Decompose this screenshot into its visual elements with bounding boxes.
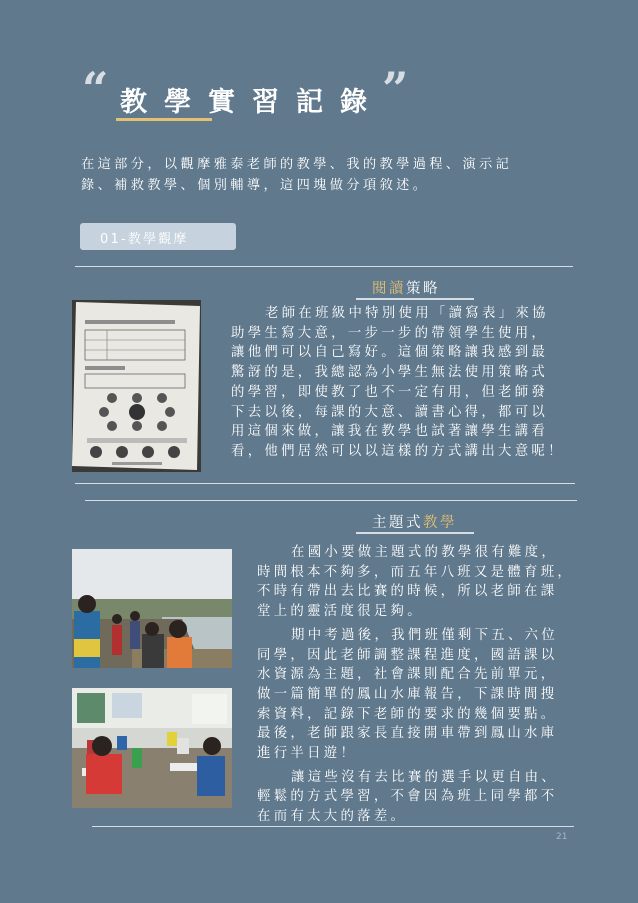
section-tag: [80, 223, 236, 250]
text-line: 索資料，記錄下老師的要求的幾個要點。: [257, 706, 558, 722]
text-line: 讓他們可以自己寫好。這個策略讓我感到最: [231, 345, 549, 361]
text-line: 最後，老師跟家長直接開車帶到鳳山水庫: [257, 726, 558, 742]
intro-line: 在這部分，以觀摩雅泰老師的教學、我的教學過程、演示記: [81, 157, 513, 172]
divider: [75, 266, 573, 267]
text-line: 驚訝的是，我總認為小學生無法使用策略式: [231, 365, 549, 381]
heading-highlight: 教學: [423, 515, 457, 531]
text-line: 讓這些沒有去比賽的選手以更自由、: [291, 769, 559, 785]
worksheet-photo: [72, 300, 201, 472]
divider: [85, 500, 577, 501]
section-tag-label: 01-教學觀摩: [100, 232, 189, 247]
intro-paragraph: [81, 154, 561, 196]
text-line: 輕鬆的方式學習，不會因為班上同學都不: [257, 789, 558, 805]
text-line: 下去以後，每課的大意、讀書心得，都可以: [231, 404, 549, 420]
title-underline: [116, 118, 212, 121]
reading-strategy-paragraph: [231, 304, 591, 462]
text-line: 在國小要做主題式的教學很有難度，: [291, 545, 559, 560]
text-line: 做一篇簡單的鳳山水庫報告，下課時間搜: [257, 686, 558, 702]
page-title: 教學實習記錄: [120, 87, 384, 118]
text-line: 在而有太大的落差。: [257, 809, 408, 825]
heading-highlight: 閱讀: [372, 281, 406, 297]
text-line: 水資源為主題，社會課則配合先前單元，: [257, 667, 558, 683]
intro-line: 錄、補救教學、個別輔導，這四塊做分項敘述。: [81, 178, 430, 193]
heading-text: 策略: [406, 281, 440, 297]
text-line: 用這個來做，讓我在教學也試著讓學生講看: [231, 424, 549, 440]
reservoir-trip-photo: [72, 549, 232, 668]
text-line: 時間根本不夠多，而五年八班又是體育班，: [257, 564, 575, 580]
text-line: 同學，因此老師調整課程進度，國語課以: [257, 647, 558, 663]
text-line: 看，他們居然可以以這樣的方式講出大意呢！: [231, 443, 565, 459]
classroom-photo: [72, 688, 232, 808]
heading-underline: [356, 298, 474, 300]
paragraph: [257, 543, 602, 622]
reading-strategy-heading: [372, 277, 440, 298]
text-line: 堂上的靈活度很足夠。: [257, 604, 424, 620]
divider: [75, 483, 575, 484]
heading-underline: [356, 532, 474, 534]
open-quote-mark: “: [82, 62, 109, 116]
text-line: 進行半日遊！: [257, 746, 358, 762]
divider: [92, 826, 574, 827]
heading-text: 主題式: [372, 515, 423, 531]
text-line: 期中考過後，我們班僅剩下五、六位: [291, 627, 559, 643]
page-number: 21: [556, 832, 568, 842]
text-line: 的學習，即使教了也不一定有用，但老師發: [231, 384, 549, 400]
thematic-teaching-heading: [372, 511, 457, 532]
text-line: 不時有帶出去比賽的時候，所以老師在課: [257, 584, 558, 600]
thematic-teaching-text: [257, 543, 602, 831]
paragraph: [257, 626, 602, 764]
text-line: 老師在班級中特別使用「讀寫表」來協: [265, 306, 549, 321]
paragraph: [257, 768, 602, 827]
close-quote-mark: ”: [382, 62, 409, 116]
text-line: 助學生寫大意，一步一步的帶領學生使用，: [231, 325, 549, 341]
